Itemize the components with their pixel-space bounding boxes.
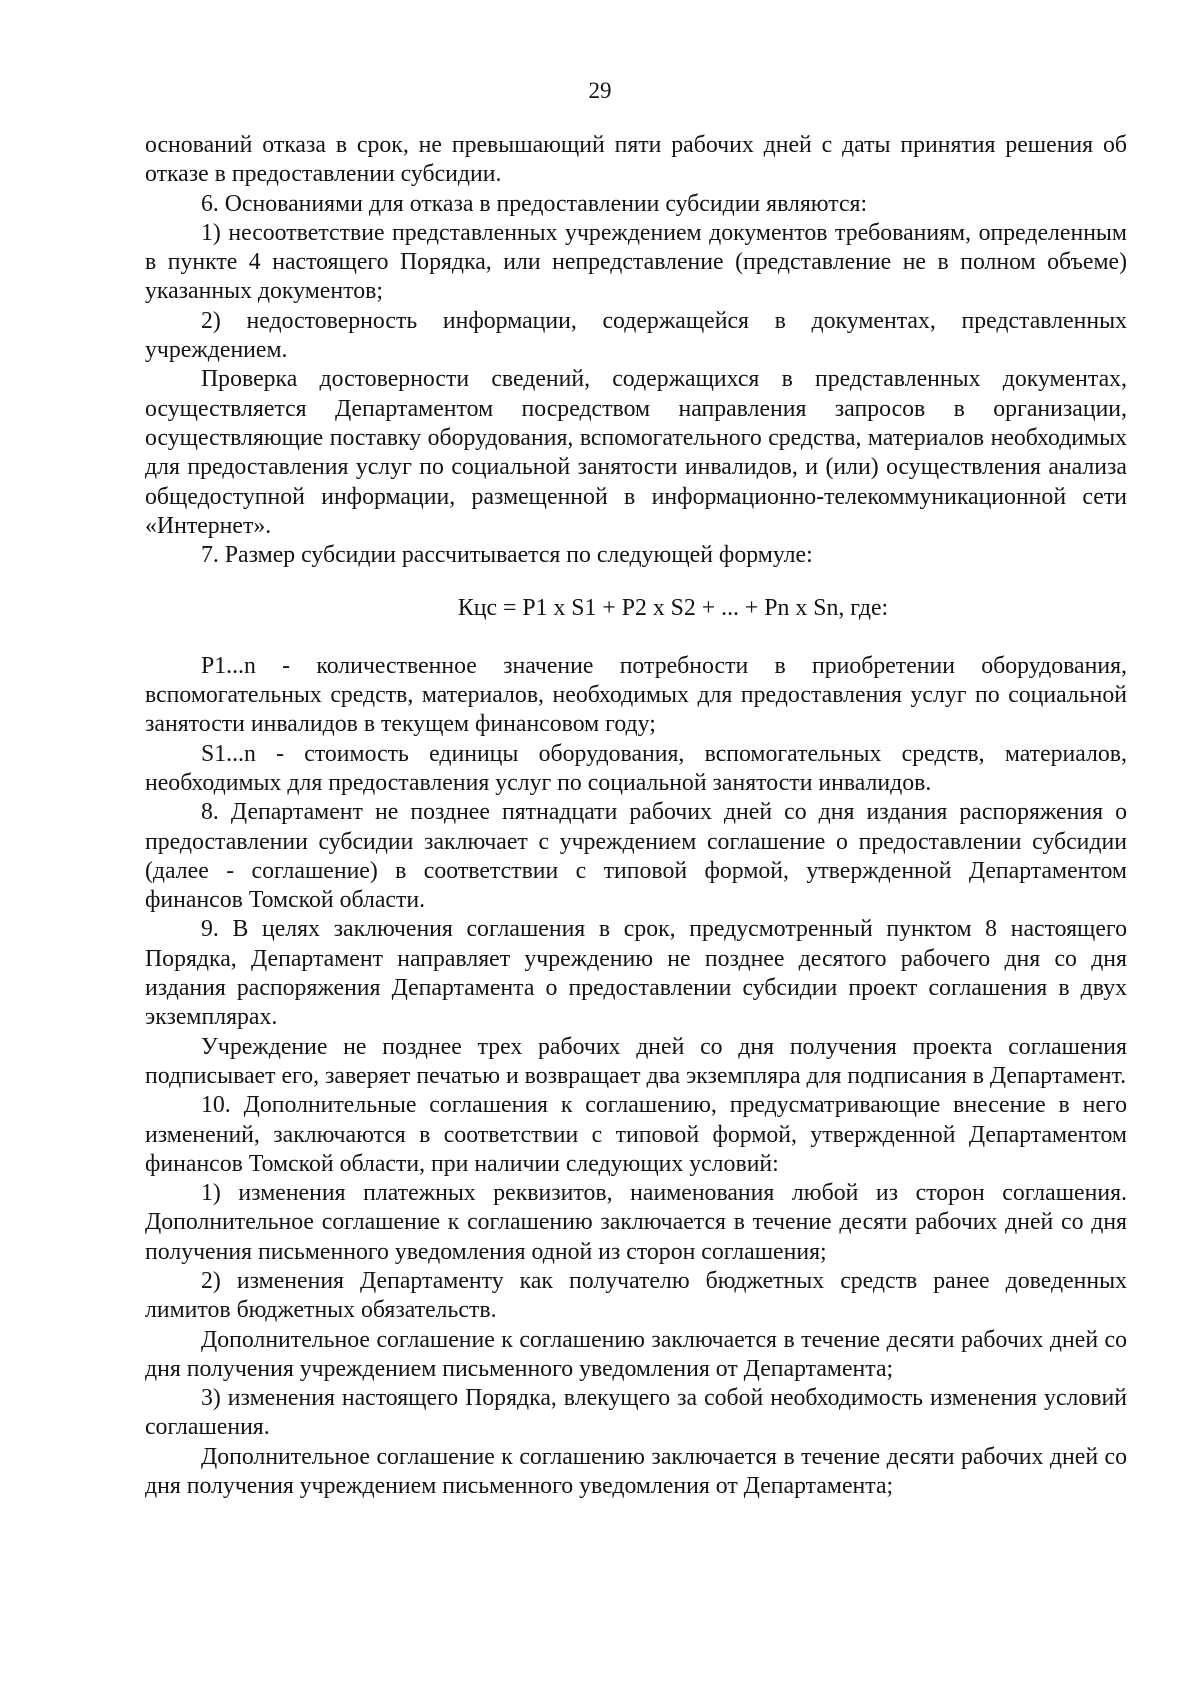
paragraph-clause-9: 9. В целях заключения соглашения в срок, предусмотренный пунктом 8 настоящего Порядка, Департамент направляет учреждению не позднее десятого рабочего дня со дня издания распоряжения Департамента о предоставлении субсидии проект соглашения в двух экземплярах. — [145, 916, 1127, 1031]
paragraph-clause-6: 6. Основаниями для отказа в предоставлении субсидии являются: — [201, 190, 868, 217]
paragraph-continuation: оснований отказа в срок, не превышающий пяти рабочих дней с даты принятия решения об отказе в предоставлении субсидии. — [145, 132, 1127, 188]
paragraph-clause-10-item-1: 1) изменения платежных реквизитов, наименования любой из сторон соглашения. Дополнительное соглашение к соглашению заключается в течение десяти рабочих дней со дня получения письменного уведомления одной из сторон соглашения; — [145, 1180, 1127, 1265]
paragraph-clause-6-item-1: 1) несоответствие представленных учреждением документов требованиям, определенным в пункте 4 настоящего Порядка, или непредставление (представление не в полном объеме) указанных документов; — [145, 219, 1127, 305]
paragraph-clause-10-item-3: 3) изменения настоящего Порядка, влекущего за собой необходимость изменения условий соглашения. — [145, 1385, 1127, 1441]
document-body — [145, 131, 1127, 1501]
paragraph-clause-10-item-3-note: Дополнительное соглашение к соглашению заключается в течение десяти рабочих дней со дня получения учреждением письменного уведомления от Департамента; — [145, 1443, 1127, 1500]
page-number: 29 — [588, 78, 612, 103]
paragraph-clause-9-signing: Учреждение не позднее трех рабочих дней со дня получения проекта соглашения подписывает его, заверяет печатью и возвращает два экземпляра для подписания в Департамент. — [145, 1033, 1127, 1089]
paragraph-clause-10: 10. Дополнительные соглашения к соглашению, предусматривающие внесение в него изменений, заключаются в соответствии с типовой формой, утвержденной Департаментом финансов Томской области, при наличии следующих условий: — [145, 1092, 1127, 1177]
subsidy-formula: Кцс = P1 x S1 + P2 x S2 + ... + Pn x Sn, где: — [457, 595, 889, 622]
paragraph-clause-6-item-2: 2) недостоверность информации, содержащейся в документах, представленных учреждением. — [145, 307, 1127, 364]
paragraph-formula-s-definition: S1...n - стоимость единицы оборудования, вспомогательных средств, материалов, необходимых для предоставления услуг по социальной занятости инвалидов. — [145, 740, 1127, 796]
paragraph-clause-7: 7. Размер субсидии рассчитывается по следующей формуле: — [201, 542, 813, 569]
paragraph-clause-10-item-2-note: Дополнительное соглашение к соглашению заключается в течение десяти рабочих дней со дня получения учреждением письменного уведомления от Департамента; — [145, 1326, 1127, 1382]
paragraph-clause-10-item-2: 2) изменения Департаменту как получателю бюджетных средств ранее доведенных лимитов бюджетных обязательств. — [145, 1267, 1127, 1324]
paragraph-verification: Проверка достоверности сведений, содержащихся в представленных документах, осуществляется Департаментом посредством направления запросов в организации, осуществляющие поставку оборудования, вспомогательного средства, материалов необходимых для предоставления услуг по социальной занятости инвалидов, и (или) осуществления анализа общедоступной информации, размещенной в информационно-телекоммуникационной сети «Интернет». — [145, 366, 1127, 539]
paragraph-formula-p-definition: P1...n - количественное значение потребности в приобретении оборудования, вспомогательных средств, материалов, необходимых для предоставления услуг по социальной занятости инвалидов в текущем финансовом году; — [145, 652, 1127, 738]
paragraph-clause-8: 8. Департамент не позднее пятнадцати рабочих дней со дня издания распоряжения о предоставлении субсидии заключает с учреждением соглашение о предоставлении субсидии (далее - соглашение) в соответствии с типовой формой, утвержденной Департаментом финансов Томской области. — [145, 799, 1127, 914]
